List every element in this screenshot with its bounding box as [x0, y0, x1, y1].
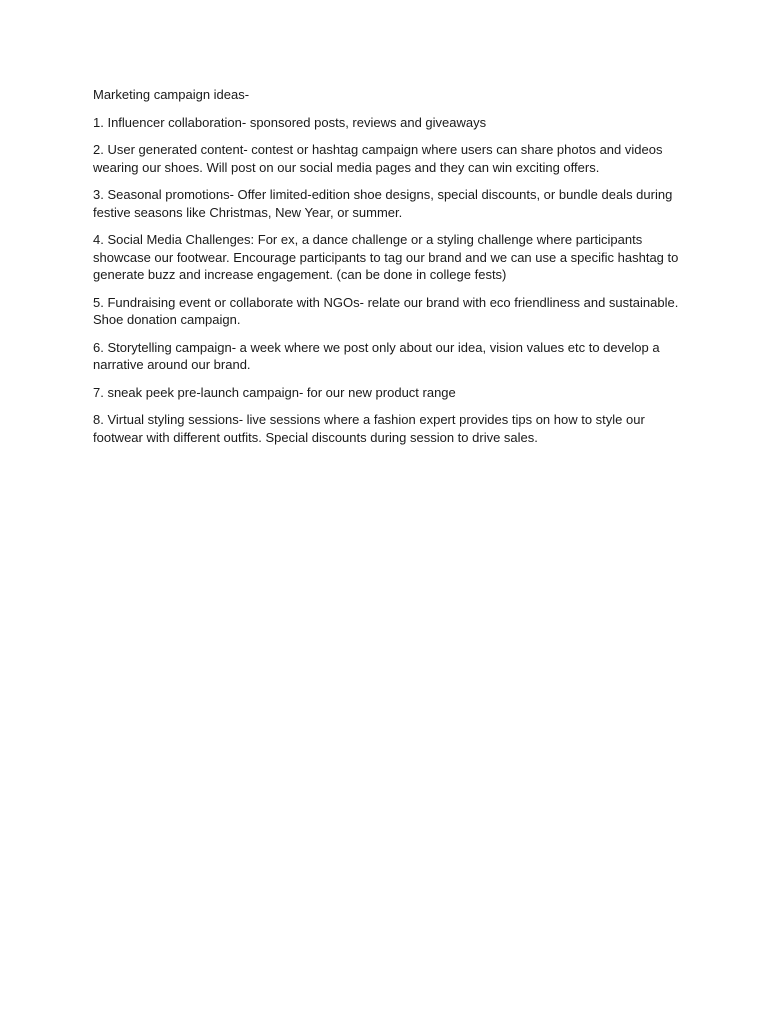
list-item: 1. Influencer collaboration- sponsored posts, reviews and giveaways	[93, 114, 487, 130]
list-item: 5. Fundraising event or collaborate with NGOs- relate our brand with eco friendliness and sustainable. Shoe donation campaign.	[93, 294, 679, 327]
list-item: 6. Storytelling campaign- a week where we post only about our idea, vision values etc to develop a narrative around our brand.	[93, 339, 660, 372]
list-item: 3. Seasonal promotions- Offer limited-edition shoe designs, special discounts, or bundle deals during festive seasons like Christmas, New Year, or summer.	[93, 187, 673, 220]
list-item: 4. Social Media Challenges: For ex, a dance challenge or a styling challenge where participants showcase our footwear. Encourage participants to tag our brand and we can use a specific hashtag to generate buzz and increase engagement. (can be done in college fests)	[93, 232, 679, 282]
list-item: 8. Virtual styling sessions- live sessions where a fashion expert provides tips on how to style our footwear with different outfits. Special discounts during session to drive sales.	[93, 412, 645, 445]
list-item: 7. sneak peek pre-launch campaign- for our new product range	[93, 384, 456, 400]
document-heading: Marketing campaign ideas-	[93, 87, 250, 102]
document-body	[93, 86, 683, 456]
list-item: 2. User generated content- contest or hashtag campaign where users can share photos and videos wearing our shoes. Will post on our social media pages and they can win exciting offers.	[93, 142, 663, 175]
